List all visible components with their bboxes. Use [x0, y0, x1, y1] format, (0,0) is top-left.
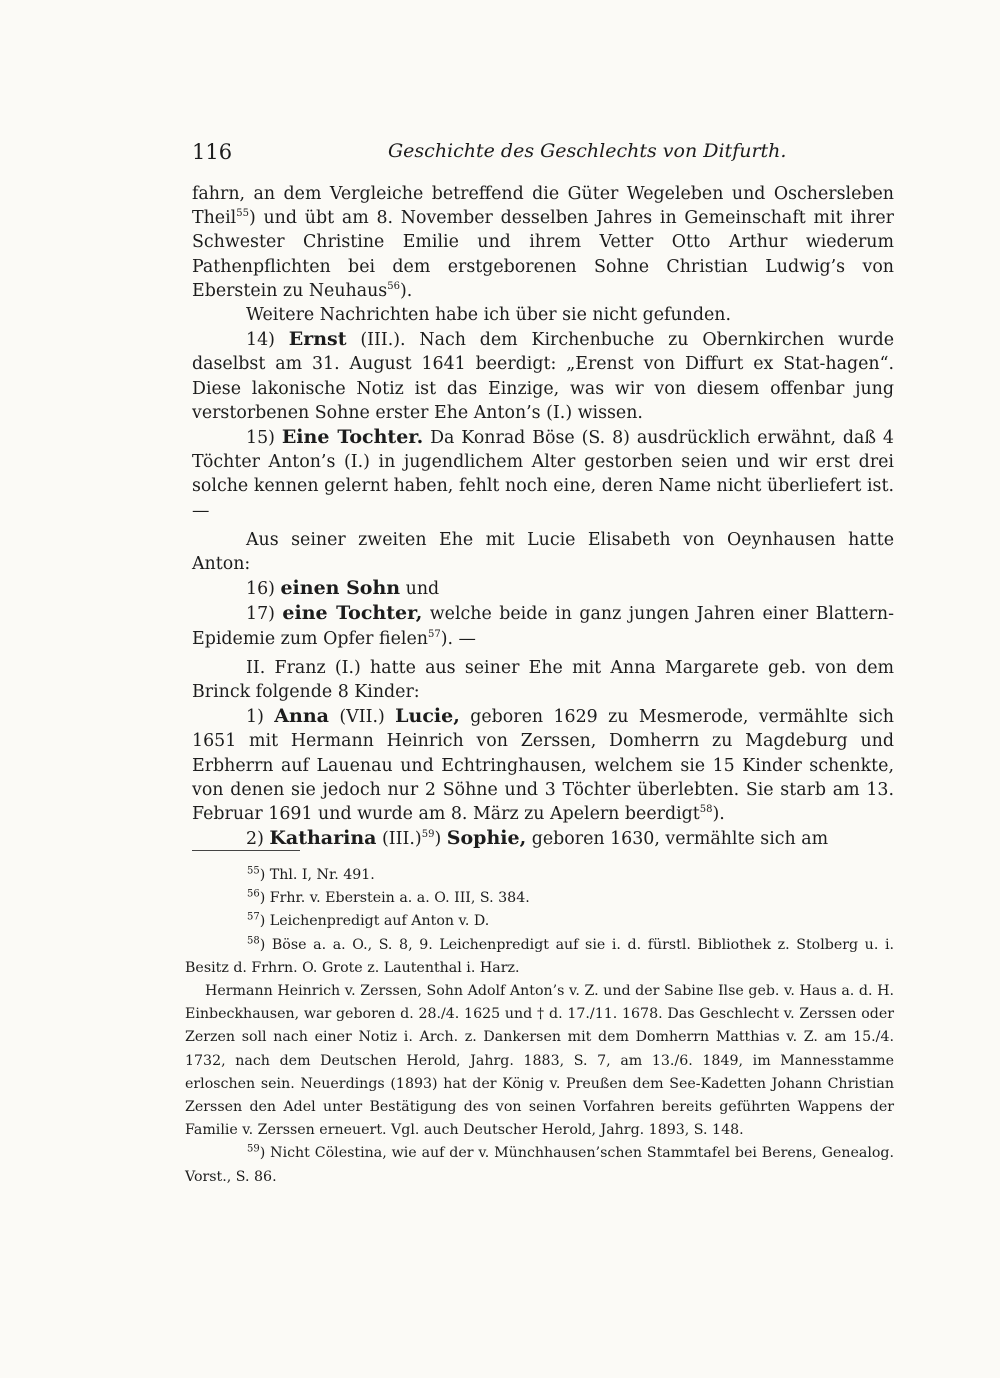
footnote-ref-55: 55: [236, 208, 249, 220]
main-text: [192, 182, 894, 851]
entry-15-eine-tochter: 15) Eine Tochter. Da Konrad Böse (S. 8) ausdrücklich erwähnt, daß 4 Töchter Anton’s (I.) in jugendlichem Alter gestorben seien und wir erst drei solche kennen gelernt haben, fehlt noch eine, deren Name nicht überliefert ist. —: [192, 426, 894, 521]
footnote-ref-58: 58: [699, 804, 713, 816]
entry-1-anna-lucie: 1) Anna (VII.) Lucie, geboren 1629 zu Mesmerode, vermählte sich 1651 mit Hermann Heinrich von Zerssen, Domherrn zu Magdeburg und Erbherrn auf Lauenau und Echtringhausen, welchem sie 15 Kinder schenkte, von denen sie jedoch nur 2 Söhne und 3 Töchter überlebten. Sie starb am 13. Februar 1691 und wurde am 8. März zu Apelern beerdigt$^{58}$).: [192, 705, 894, 825]
name-katharina: Katharina: [269, 827, 377, 850]
name-eine-tochter: Eine Tochter.: [281, 426, 424, 449]
footnote-55: $^{55}$) Thl. I, Nr. 491.: [247, 865, 375, 883]
footnote-57: $^{57}$) Leichenpredigt auf Anton v. D.: [247, 911, 490, 930]
entry-2-katharina-sophie: 2) Katharina $(III.)^{59}$) Sophie, geboren 1630, vermählte sich am: [246, 827, 829, 850]
name-einen-sohn: einen Sohn: [280, 577, 401, 600]
footnote-divider: [192, 850, 300, 851]
entry-14-ernst: 14) Ernst (III.). Nach dem Kirchenbuche zu Obernkirchen wurde daselbst am 31. August 1641 beerdigt: „Erenst von Diffurt ex Stat-hagen“. Diese lakonische Notiz ist das Einzige, was wir von diesem offenbar jung verstorbenen Sohne erster Ehe Anton’s (I.) wissen.: [192, 328, 895, 423]
footnote-ref-57: 57: [427, 628, 441, 640]
paragraph-continuation: fahrn, an dem Vergleiche betreffend die Güter Wegeleben und Oschersleben Theil$^{55}$) und übt am 8. November desselben Jahres in Gemeinschaft mit ihrer Schwester Christine Emilie und ihrem Vetter Otto Arthur wiederum Pathenpflichten bei dem erstgeborenen Sohne Christian Ludwig’s von Eberstein zu Neuhaus$^{56}$).: [192, 184, 894, 301]
footnote-59: $^{59}$) Nicht Cölestina, wie auf der v. Münchhausen’schen Stammtafel bei Berens, Genealog. Vorst., S. 86.: [185, 1143, 894, 1185]
section-ii-franz: II. Franz (I.) hatte aus seiner Ehe mit Anna Margarete geb. von dem Brinck folgende 8 Kinder:: [192, 657, 894, 703]
name-ernst: Ernst: [288, 328, 347, 351]
footnote-ref-59: 59: [421, 829, 435, 841]
footnote-58-continuation: Hermann Heinrich v. Zerssen, Sohn Adolf Anton’s v. Z. und der Sabine Ilse geb. v. Haus a. d. H. Einbeckhausen, war geboren d. 28./4. 1625 und † d. 17./11. 1678. Das Geschlecht v. Zerssen oder Zerzen soll nach einer Notiz i. Arch. z. Dankersen mit dem Domherrn Matthias v. Z. am 15./4. 1732, nach dem Deutschen Herold, Jahrg. 1883, S. 7, am 13./6. 1849, im Mannesstamme erloschen sein. Neuerdings (1893) hat der König v. Preußen dem See-Kadetten Johann Christian Zerssen den Adel unter Bestätigung des von seinen Vorfahren bereits geführten Wappens der Familie v. Zerssen erneuert. Vgl. auch Deutscher Herold, Jahrg. 1893, S. 148.: [185, 983, 894, 1139]
name-eine-tochter-2: eine Tochter,: [282, 602, 423, 625]
name-lucie: Lucie,: [395, 705, 460, 728]
footnote-ref-56: 56: [387, 281, 400, 293]
name-anna: Anna: [274, 705, 329, 728]
paragraph-second-marriage: Aus seiner zweiten Ehe mit Lucie Elisabeth von Oeynhausen hatte Anton:: [192, 529, 894, 575]
page-number: 116: [192, 140, 233, 164]
paragraph-no-further-news: Weitere Nachrichten habe ich über sie nicht gefunden.: [246, 305, 732, 326]
name-sophie: Sophie,: [446, 827, 527, 850]
entry-17-tochter: 17) eine Tochter, welche beide in ganz jungen Jahren einer Blattern-Epidemie zum Opfer fielen$^{57}$). —: [192, 602, 894, 649]
page-header: [192, 140, 894, 164]
running-title: Geschichte des Geschlechts von Ditfurth.: [388, 140, 787, 162]
footnotes: [185, 864, 894, 1189]
entry-16-sohn: 16) einen Sohn und: [246, 577, 440, 600]
footnote-56: $^{56}$) Frhr. v. Eberstein a. a. O. III, S. 384.: [247, 888, 530, 907]
footnote-58: $^{58}$) Böse a. a. O., S. 8, 9. Leichenpredigt auf sie i. d. fürstl. Bibliothek z. Stolberg u. i. Besitz d. Frhrn. O. Grote z. Lautenthal i. Harz.: [185, 934, 894, 976]
